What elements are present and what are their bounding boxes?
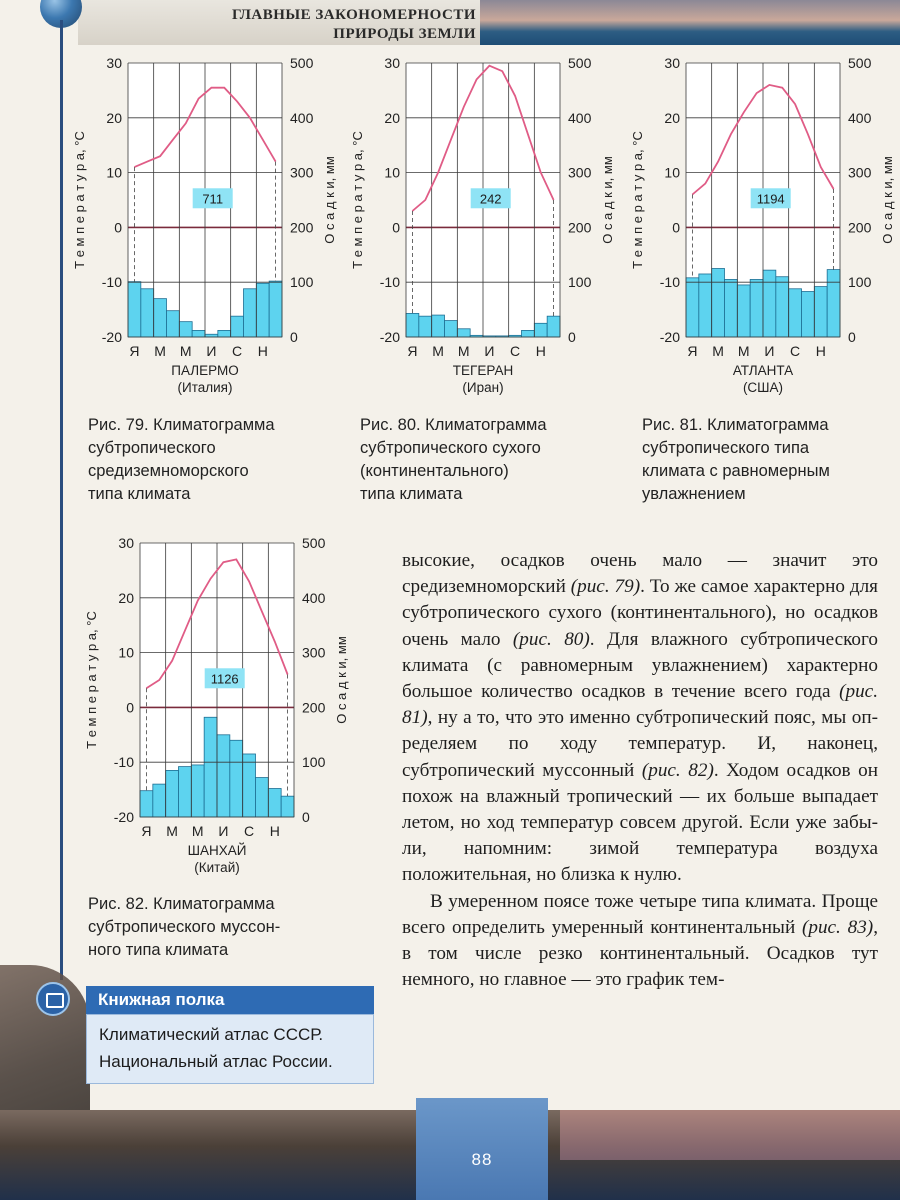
precip-bar bbox=[445, 321, 458, 337]
precip-tick-label: 200 bbox=[848, 219, 872, 236]
precip-bar bbox=[256, 283, 269, 337]
caption-line: увлажнением bbox=[642, 485, 746, 503]
precip-bar bbox=[547, 316, 560, 337]
precip-tick-label: 0 bbox=[848, 329, 856, 345]
temp-tick-label: 10 bbox=[664, 164, 680, 181]
precip-bar bbox=[140, 791, 153, 817]
precip-bar bbox=[802, 292, 815, 337]
precip-bar bbox=[534, 323, 547, 337]
month-label: Н bbox=[535, 343, 546, 359]
annual-precip-label: 1126 bbox=[210, 671, 239, 687]
temp-tick-label: 10 bbox=[118, 644, 134, 661]
precip-tick-label: 100 bbox=[290, 274, 314, 291]
month-label: М bbox=[432, 343, 444, 359]
precip-tick-label: 200 bbox=[302, 699, 326, 716]
precip-bar bbox=[179, 767, 192, 817]
caption-line: типа климата bbox=[88, 485, 191, 503]
text-run: , ну а то, что это именно субтропический пояс, мы определяем по ходу температур. И, наконец, субтропический муссонный bbox=[402, 707, 878, 781]
city-label: ШАНХАЙ bbox=[187, 843, 247, 858]
precip-bar bbox=[522, 330, 535, 337]
text-run: , в том числе резко континентальный. Осадков тут немного, но главное — это график тем- bbox=[402, 916, 878, 991]
precip-bar bbox=[750, 279, 763, 337]
decorative-sky-image bbox=[560, 1110, 900, 1160]
precip-tick-label: 500 bbox=[568, 55, 592, 71]
caption-line: Рис. 80. Климатограмма bbox=[360, 416, 547, 434]
precip-tick-label: 200 bbox=[290, 219, 314, 236]
text-run: высокие, осадков очень мало — значит это средиземноморский bbox=[402, 550, 878, 598]
climatogram-atlanta bbox=[628, 55, 898, 395]
temp-tick-label: 20 bbox=[118, 589, 134, 606]
precip-bar bbox=[269, 281, 282, 337]
figure-reference: (рис. 80) bbox=[512, 628, 590, 650]
month-label: С bbox=[790, 343, 801, 359]
text-run: В умеренном поясе тоже четыре типа климата. Проще всего определить умеренный континентальный bbox=[402, 890, 878, 938]
temp-tick-label: 30 bbox=[118, 535, 134, 551]
month-label: С bbox=[232, 343, 243, 359]
month-label: Я bbox=[141, 823, 152, 839]
precip-bar bbox=[457, 329, 470, 337]
caption-line: субтропического bbox=[88, 439, 216, 457]
temp-axis-title: Т е м п е р а т у р а, °С bbox=[72, 131, 87, 269]
figure-reference: (рис. 82) bbox=[641, 759, 714, 781]
temp-tick-label: 10 bbox=[106, 164, 122, 181]
caption-line: субтропического типа bbox=[642, 439, 810, 457]
page-number-tab bbox=[416, 1098, 548, 1200]
precip-bar bbox=[814, 287, 827, 337]
shelf-title: Книжная полка bbox=[86, 986, 374, 1014]
temp-tick-label: 0 bbox=[126, 699, 134, 716]
precip-tick-label: 400 bbox=[848, 109, 872, 126]
text-run: . Ходом осадков он похож на влажный тропический — их больше выпадает летом, но ход температур совсем другой. Если уже забыли, напомним: зимой температура воздуха положительная, но близка к нулю. bbox=[402, 759, 878, 886]
precip-tick-label: 100 bbox=[302, 754, 326, 771]
precip-bar bbox=[231, 316, 244, 337]
month-label: Я bbox=[687, 343, 698, 359]
country-label: (Иран) bbox=[462, 380, 504, 395]
month-label: М bbox=[712, 343, 724, 359]
shelf-item: Климатический атлас СССР. bbox=[99, 1025, 324, 1044]
section-title-line1: ГЛАВНЫЕ ЗАКОНОМЕРНОСТИ bbox=[231, 7, 476, 23]
precip-tick-label: 100 bbox=[848, 274, 872, 291]
precip-bar bbox=[763, 270, 776, 337]
precip-tick-label: 400 bbox=[290, 109, 314, 126]
temp-tick-label: 30 bbox=[384, 55, 400, 71]
temp-tick-label: 0 bbox=[114, 219, 122, 236]
caption-line: климата с равномерным bbox=[642, 462, 830, 480]
caption-line: Рис. 81. Климатограмма bbox=[642, 416, 829, 434]
climatogram-tehran bbox=[348, 55, 618, 395]
climatogram-svg bbox=[70, 55, 340, 395]
month-label: М bbox=[737, 343, 750, 359]
shelf-item: Национальный атлас России. bbox=[99, 1052, 333, 1071]
precip-bar bbox=[230, 740, 243, 817]
header-landscape-image bbox=[480, 0, 900, 45]
precip-bar bbox=[406, 313, 419, 337]
text-run: . То же самое характерно для субтропического сухого (континентального), но осадков очень мало bbox=[402, 576, 879, 650]
page-number: 88 bbox=[471, 1150, 493, 1169]
temp-tick-label: -20 bbox=[101, 329, 122, 345]
temp-tick-label: 30 bbox=[664, 55, 680, 71]
precip-bar bbox=[141, 289, 154, 337]
month-label: Н bbox=[815, 343, 826, 359]
precip-tick-label: 200 bbox=[568, 219, 592, 236]
temp-axis-title: Т е м п е р а т у р а, °С bbox=[350, 131, 365, 269]
climatogram-svg bbox=[628, 55, 898, 395]
month-label: Н bbox=[269, 823, 280, 839]
caption-line: Рис. 82. Климатограмма bbox=[88, 895, 275, 913]
annual-precip-label: 242 bbox=[479, 191, 502, 207]
precip-tick-label: 0 bbox=[302, 809, 310, 825]
body-text bbox=[402, 548, 878, 993]
precip-bar bbox=[204, 717, 217, 817]
precip-tick-label: 500 bbox=[290, 55, 314, 71]
month-label: Я bbox=[129, 343, 140, 359]
precip-bar bbox=[789, 289, 802, 337]
month-label: М bbox=[179, 343, 192, 359]
country-label: (США) bbox=[742, 380, 784, 395]
city-label: АТЛАНТА bbox=[732, 363, 794, 378]
precip-bar bbox=[128, 282, 141, 337]
climatogram-shanghai bbox=[82, 535, 352, 875]
precip-bar bbox=[243, 754, 256, 817]
month-label: Я bbox=[407, 343, 418, 359]
precip-tick-label: 0 bbox=[568, 329, 576, 345]
precip-tick-label: 300 bbox=[290, 164, 314, 181]
precip-tick-label: 0 bbox=[290, 329, 298, 345]
section-title-line2: ПРИРОДЫ ЗЕМЛИ bbox=[333, 26, 476, 42]
precip-axis-title: О с а д к и, мм bbox=[880, 156, 895, 244]
precip-axis-title: О с а д к и, мм bbox=[322, 156, 337, 244]
temp-tick-label: 20 bbox=[384, 109, 400, 126]
precip-tick-label: 500 bbox=[302, 535, 326, 551]
precip-bar bbox=[166, 770, 179, 817]
month-label: И bbox=[764, 343, 775, 359]
precip-bar bbox=[154, 299, 167, 337]
precip-bar bbox=[268, 789, 281, 817]
precip-tick-label: 300 bbox=[848, 164, 872, 181]
month-label: М bbox=[154, 343, 166, 359]
figure-reference: (рис. 79) bbox=[570, 576, 641, 598]
precip-bar bbox=[205, 334, 218, 337]
temp-tick-label: 0 bbox=[672, 219, 680, 236]
precip-bar bbox=[192, 330, 205, 337]
temp-tick-label: 0 bbox=[392, 219, 400, 236]
precip-bar bbox=[244, 289, 257, 337]
precip-bar bbox=[218, 330, 231, 337]
precip-bar bbox=[167, 311, 180, 337]
month-label: М bbox=[457, 343, 470, 359]
temp-tick-label: 10 bbox=[384, 164, 400, 181]
annual-precip-label: 711 bbox=[202, 191, 224, 207]
precip-bar bbox=[153, 784, 166, 817]
precip-bar bbox=[432, 315, 445, 337]
precip-bar bbox=[699, 274, 712, 337]
precip-bar bbox=[827, 270, 840, 337]
temp-tick-label: -10 bbox=[659, 274, 680, 291]
precip-axis-title: О с а д к и, мм bbox=[600, 156, 615, 244]
country-label: (Китай) bbox=[194, 860, 240, 875]
section-title bbox=[232, 6, 476, 44]
month-label: И bbox=[484, 343, 495, 359]
caption-line: типа климата bbox=[360, 485, 463, 503]
precip-tick-label: 400 bbox=[302, 589, 326, 606]
book-shelf-icon bbox=[36, 982, 70, 1016]
figure-reference: (рис. 81) bbox=[402, 681, 878, 729]
caption-line: средиземноморского bbox=[88, 462, 249, 480]
caption-fig81 bbox=[642, 414, 892, 506]
precip-bar bbox=[712, 269, 725, 338]
temp-tick-label: -10 bbox=[379, 274, 400, 291]
month-label: И bbox=[218, 823, 229, 839]
caption-line: субтропического муссон- bbox=[88, 918, 281, 936]
precip-axis-title: О с а д к и, мм bbox=[334, 636, 349, 724]
month-label: С bbox=[244, 823, 255, 839]
paragraph bbox=[402, 889, 878, 994]
precip-bar bbox=[725, 279, 738, 337]
temp-tick-label: -20 bbox=[659, 329, 680, 345]
precip-tick-label: 300 bbox=[568, 164, 592, 181]
precip-tick-label: 100 bbox=[568, 274, 592, 291]
month-label: М bbox=[191, 823, 204, 839]
temp-axis-title: Т е м п е р а т у р а, °С bbox=[630, 131, 645, 269]
left-margin-rule bbox=[60, 20, 63, 980]
month-label: М bbox=[166, 823, 178, 839]
caption-fig80 bbox=[360, 414, 610, 506]
precip-bar bbox=[217, 735, 230, 817]
precip-bar bbox=[419, 316, 432, 337]
precip-bar bbox=[256, 778, 269, 817]
temp-tick-label: 30 bbox=[106, 55, 122, 71]
city-label: ТЕГЕРАН bbox=[452, 363, 514, 378]
temp-tick-label: 20 bbox=[664, 109, 680, 126]
month-label: Н bbox=[257, 343, 268, 359]
precip-tick-label: 500 bbox=[848, 55, 872, 71]
caption-fig79 bbox=[88, 414, 338, 506]
temp-tick-label: 20 bbox=[106, 109, 122, 126]
climatogram-svg bbox=[348, 55, 618, 395]
precip-bar bbox=[179, 322, 192, 337]
precip-bar bbox=[281, 796, 294, 817]
precip-tick-label: 400 bbox=[568, 109, 592, 126]
month-label: И bbox=[206, 343, 217, 359]
country-label: (Италия) bbox=[177, 380, 233, 395]
city-label: ПАЛЕРМО bbox=[171, 363, 239, 378]
precip-bar bbox=[737, 285, 750, 337]
caption-line: (континентального) bbox=[360, 462, 509, 480]
text-run: . Для влажного субтропического климата (с равномерным увлажнением) характерно большое количество осадков в течение всего года bbox=[402, 628, 879, 703]
shelf-list bbox=[86, 1014, 374, 1084]
precip-bar bbox=[191, 765, 204, 817]
temp-tick-label: -20 bbox=[113, 809, 134, 825]
caption-fig82 bbox=[88, 893, 348, 962]
month-label: С bbox=[510, 343, 521, 359]
paragraph bbox=[402, 548, 878, 889]
figure-reference: (рис. 83) bbox=[801, 916, 874, 938]
caption-line: Рис. 79. Климатограмма bbox=[88, 416, 275, 434]
temp-tick-label: -10 bbox=[101, 274, 122, 291]
climatogram-svg bbox=[82, 535, 352, 875]
temp-axis-title: Т е м п е р а т у р а, °С bbox=[84, 611, 99, 749]
precip-tick-label: 300 bbox=[302, 644, 326, 661]
temp-tick-label: -20 bbox=[379, 329, 400, 345]
climatogram-palermo bbox=[70, 55, 340, 395]
temp-tick-label: -10 bbox=[113, 754, 134, 771]
precip-bar bbox=[686, 278, 699, 337]
precip-bar bbox=[776, 277, 789, 337]
caption-line: ного типа климата bbox=[88, 941, 229, 959]
annual-precip-label: 1194 bbox=[756, 191, 785, 207]
caption-line: субтропического сухого bbox=[360, 439, 541, 457]
